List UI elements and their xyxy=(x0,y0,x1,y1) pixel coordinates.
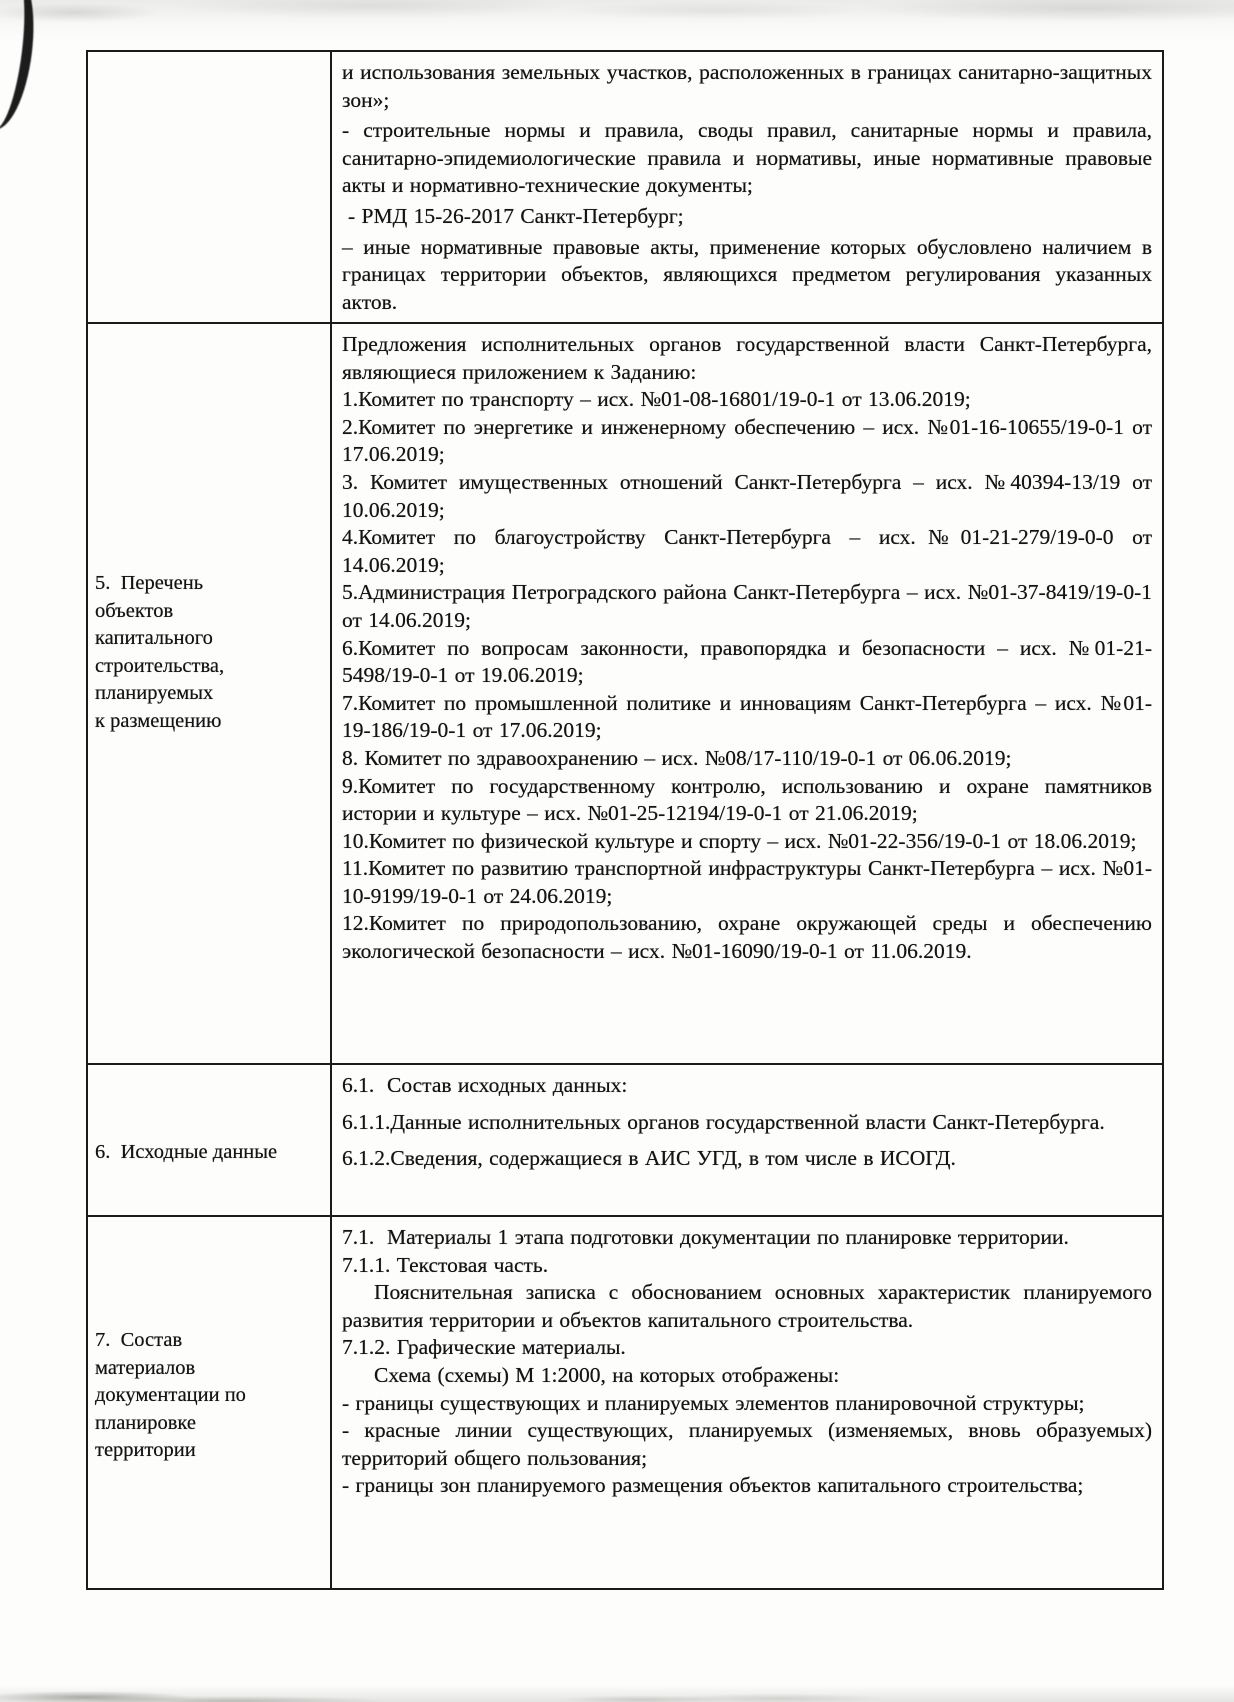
scan-noise-bottom xyxy=(0,1678,1234,1702)
document-table xyxy=(86,50,1164,1590)
paragraph: 9.Комитет по государственному контролю, использованию и охране памятников истории и культуре – исх. №01-25-12194/19-0-1 от 21.06.2019; xyxy=(342,773,1152,826)
paragraph: - границы зон планируемого размещения объектов капитального строительства; xyxy=(342,1473,1084,1498)
table-row xyxy=(88,1215,1162,1588)
paragraph: 4.Комитет по благоустройству Санкт-Петербурга – исх.№01-21-279/19-0-0 от 14.06.2019; xyxy=(342,525,1152,577)
paragraph: 8. Комитет по здравоохранению – исх. №08/17-110/19-0-1 от 06.06.2019; xyxy=(342,745,1012,770)
paragraph: 7.1.1. Текстовая часть. xyxy=(342,1252,549,1277)
paragraph: 12.Комитет по природопользованию, охране окружающей среды и обеспечению экологической безопасности – исх. №01-16090/19-0-1 от 11.06.2019. xyxy=(342,911,1152,964)
paragraph: 1.Комитет по транспорту – исх. №01-08-16801/19-0-1 от 13.06.2019; xyxy=(342,387,971,412)
row-content xyxy=(332,52,1162,322)
row-content xyxy=(332,1217,1162,1588)
paragraph: 6.1.1.Данные исполнительных органов государственной власти Санкт-Петербурга. xyxy=(342,1109,1105,1134)
paragraph: 3. Комитет имущественных отношений Санкт-Петербурга – исх. №40394-13/19 от 10.06.2019; xyxy=(342,469,1152,522)
label-line: к размещению xyxy=(95,709,222,732)
paragraph: - границы существующих и планируемых элементов планировочной структуры; xyxy=(342,1390,1085,1415)
paragraph: Пояснительная записка с обоснованием основных характеристик планируемого развития территории и объектов капитального строительства. xyxy=(342,1280,1152,1332)
scan-noise-top xyxy=(0,0,1234,42)
paragraph: 10.Комитет по физической культуре и спорту – исх. №01-22-356/19-0-1 от 18.06.2019; xyxy=(342,828,1137,853)
paragraph: - красные линии существующих, планируемых (изменяемых, вновь образуемых) территорий общего пользования; xyxy=(342,1418,1152,1470)
paragraph: 7.1. Материалы 1 этапа подготовки документации по планировке территории. xyxy=(342,1225,1069,1249)
paragraph: 6.Комитет по вопросам законности, правопорядка и безопасности – исх. №01-21-5498/19-0-1 от 19.06.2019; xyxy=(342,635,1152,688)
paragraph: – иные нормативные правовые акты, применение которых обусловлено наличием в границах территории объектов, являющихся предметом регулирования указанных актов. xyxy=(342,234,1152,314)
paragraph: 6.1. Состав исходных данных: xyxy=(342,1073,628,1097)
label-line: территории xyxy=(95,1439,196,1462)
paragraph: - строительные нормы и правила, своды правил, санитарные нормы и правила, санитарно-эпидемиологические правила и нормативы, иные нормативные правовые акты и нормативно-технические документы; xyxy=(342,118,1152,198)
scan-mark-top-left xyxy=(0,0,42,133)
paragraph: Предложения исполнительных органов государственной власти Санкт-Петербурга, являющиеся приложением к Заданию: xyxy=(342,332,1152,384)
label-line: капитального xyxy=(95,627,213,650)
section-label xyxy=(88,52,332,322)
paragraph: 7.1.2. Графические материалы. xyxy=(342,1335,626,1360)
section-label xyxy=(88,324,332,1063)
section-label xyxy=(88,1065,332,1215)
label-line: материалов xyxy=(95,1356,196,1379)
label-line: документации по xyxy=(95,1384,246,1407)
label-line: планировке xyxy=(95,1411,196,1434)
label-line: 7. Состав xyxy=(95,1329,183,1351)
paragraph: - РМД 15-26-2017 Санкт-Петербург; xyxy=(348,203,684,228)
paragraph: Схема (схемы) М 1:2000, на которых отображены: xyxy=(374,1362,840,1387)
paragraph: 7.Комитет по промышленной политике и инновациям Санкт-Петербурга – исх. №01-19-186/19-0-1 от 17.06.2019; xyxy=(342,690,1152,743)
label-line: объектов xyxy=(95,599,174,622)
paragraph: 2.Комитет по энергетике и инженерному обеспечению – исх. №01-16-10655/19-0-1 от 17.06.2019; xyxy=(342,414,1152,467)
paragraph: 11.Комитет по развитию транспортной инфраструктуры Санкт-Петербурга – исх. №01-10-9199/19-0-1 от 24.06.2019; xyxy=(342,856,1152,908)
label-line: планируемых xyxy=(95,682,214,705)
paragraph: и использования земельных участков, расположенных в границах санитарно-защитных зон»; xyxy=(342,60,1152,112)
row-content xyxy=(332,324,1162,1063)
table-row xyxy=(88,52,1162,322)
label-line: строительства, xyxy=(95,654,225,677)
table-row xyxy=(88,1063,1162,1215)
row-content xyxy=(332,1065,1162,1215)
paragraph: 6.1.2.Сведения, содержащиеся в АИС УГД, в том числе в ИСОГД. xyxy=(342,1146,956,1171)
label-line: 6. Исходные данные xyxy=(95,1141,278,1163)
table-row xyxy=(88,322,1162,1063)
paragraph: 5.Администрация Петроградского района Санкт-Петербурга – исх. №01-37-8419/19-0-1 от 14.06.2019; xyxy=(342,580,1152,632)
label-line: 5. Перечень xyxy=(95,572,204,594)
section-label xyxy=(88,1217,332,1588)
